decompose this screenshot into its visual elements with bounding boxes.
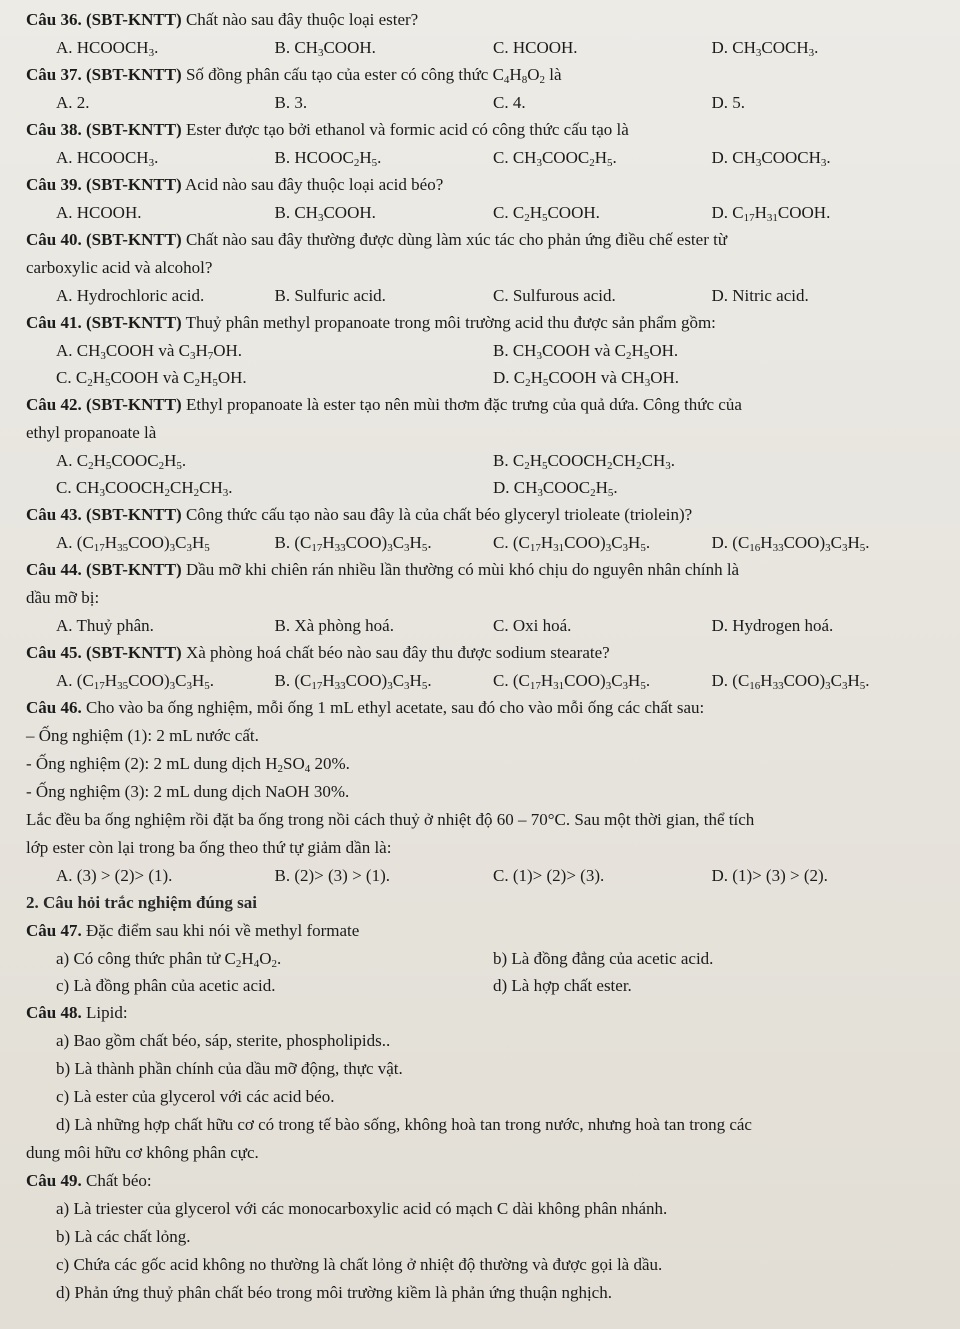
options-42-row1 xyxy=(26,447,930,474)
option-b: B. $C_2H_5COOCH_2CH_2CH_3$. xyxy=(493,451,675,472)
statement-d-continued: dung môi hữu cơ không phân cực. xyxy=(26,1143,259,1162)
statement-c: c) Là ester của glycerol với các acid béo. xyxy=(56,1087,335,1106)
option-a: A. 2. xyxy=(56,93,90,112)
option-a: A. Hydrochloric acid. xyxy=(56,286,205,305)
q46-line-3: - Ống nghiệm (3): 2 mL dung dịch NaOH 30%. xyxy=(26,782,350,801)
option-b: B. $HCOOC_2H_5$. xyxy=(274,148,382,169)
option-a: A. Thuỷ phân. xyxy=(56,616,154,635)
option-d: D. $(C_{16}H_{33}COO)_3C_3H_5$. xyxy=(711,533,870,554)
option-d: D. Hydrogen hoá. xyxy=(711,616,834,635)
statement-c: c) Là đồng phân của acetic acid. xyxy=(56,976,276,995)
option-b: B. Xà phòng hoá. xyxy=(274,616,394,635)
question-38: Câu 38. (SBT-KNTT) Ester được tạo bởi ethanol và formic acid có công thức cấu tạo là xyxy=(26,120,629,139)
options-46 xyxy=(26,862,930,889)
option-c: C. $CH_3COOC_2H_5$. xyxy=(493,148,617,169)
question-47: Câu 47. Đặc điểm sau khi nói về methyl formate xyxy=(26,921,360,940)
question-40-continued: carboxylic acid và alcohol? xyxy=(26,258,213,277)
option-d: D. 5. xyxy=(711,93,746,112)
options-40 xyxy=(26,282,930,309)
option-c: C. 4. xyxy=(493,93,526,112)
question-44: Câu 44. (SBT-KNTT) Dầu mỡ khi chiên rán nhiều lần thường có mùi khó chịu do nguyên nhân chính là xyxy=(26,560,740,579)
option-c: C. Sulfurous acid. xyxy=(493,286,616,305)
option-c: C. Oxi hoá. xyxy=(493,616,572,635)
statement-b: b) Là đồng đẳng của acetic acid. xyxy=(493,949,714,968)
option-a: A. HCOOH. xyxy=(56,203,142,222)
option-d: D. Nitric acid. xyxy=(711,286,809,305)
options-39 xyxy=(26,199,930,226)
question-46: Câu 46. Cho vào ba ống nghiệm, mỗi ống 1 mL ethyl acetate, sau đó cho vào mỗi ống các chất sau: xyxy=(26,698,705,717)
statement-d: d) Là những hợp chất hữu cơ có trong tế bào sống, không hoà tan trong nước, nhưng hoà tan trong các xyxy=(56,1115,752,1134)
option-b: B. (2)> (3) > (1). xyxy=(274,866,390,885)
option-c: C. $CH_3COOCH_2CH_2CH_3$. xyxy=(56,478,233,499)
options-42-row2 xyxy=(26,474,930,501)
question-36: Câu 36. (SBT-KNTT) Chất nào sau đây thuộc loại ester? xyxy=(26,10,419,29)
options-41-row1 xyxy=(26,337,930,364)
option-b: B. $(C_{17}H_{33}COO)_3C_3H_5$. xyxy=(274,671,432,692)
options-47-row2 xyxy=(26,972,930,999)
option-b: B. $CH_3COOH$. xyxy=(274,203,376,224)
option-c: C. HCOOH. xyxy=(493,38,578,57)
options-37 xyxy=(26,89,930,116)
question-39: Câu 39. (SBT-KNTT) Acid nào sau đây thuộc loại acid béo? xyxy=(26,175,444,194)
option-c: C. $(C_{17}H_{31}COO)_3C_3H_5$. xyxy=(493,533,651,554)
question-49: Câu 49. Chất béo: xyxy=(26,1171,152,1190)
q46-line-4: Lắc đều ba ống nghiệm rồi đặt ba ống trong nồi cách thuỷ ở nhiệt độ 60 – 70°C. Sau một thời gian, thể tích xyxy=(26,810,755,829)
options-45 xyxy=(26,667,930,694)
statement-a: a) Bao gồm chất béo, sáp, sterite, phospholipids.. xyxy=(56,1031,391,1050)
option-c: C. (1)> (2)> (3). xyxy=(493,866,605,885)
question-41: Câu 41. (SBT-KNTT) Thuỷ phân methyl propanoate trong môi trường acid thu được sản phẩm gồm: xyxy=(26,313,716,332)
option-a: A. $C_2H_5COOC_2H_5$. xyxy=(56,451,187,472)
options-44 xyxy=(26,612,930,639)
option-c: C. $(C_{17}H_{31}COO)_3C_3H_5$. xyxy=(493,671,651,692)
q46-line-2: - Ống nghiệm (2): 2 mL dung dịch $H_2SO_4$ 20%. xyxy=(26,754,350,775)
option-b: B. $CH_3COOH$ và $C_2H_5OH$. xyxy=(493,341,679,362)
question-45: Câu 45. (SBT-KNTT) Xà phòng hoá chất béo nào sau đây thu được sodium stearate? xyxy=(26,643,610,662)
option-d: D. $C_{17}H_{31}COOH$. xyxy=(711,203,831,224)
statement-a: a) Là triester của glycerol với các monocarboxylic acid có mạch C dài không phân nhánh. xyxy=(56,1199,668,1218)
q46-line-1: – Ống nghiệm (1): 2 mL nước cất. xyxy=(26,726,259,745)
option-d: D. $CH_3COOC_2H_5$. xyxy=(493,478,618,499)
options-38 xyxy=(26,144,930,171)
option-b: B. Sulfuric acid. xyxy=(274,286,386,305)
option-a: A. $CH_3COOH$ và $C_3H_7OH$. xyxy=(56,341,243,362)
statement-d: d) Phản ứng thuỷ phân chất béo trong môi trường kiềm là phản ứng thuận nghịch. xyxy=(56,1283,612,1302)
statement-a: a) Có công thức phân tử $C_2H_4O_2$. xyxy=(56,949,282,970)
question-44-continued: dầu mỡ bị: xyxy=(26,588,100,607)
options-43 xyxy=(26,529,930,556)
option-d: D. $C_2H_5COOH$ và $CH_3OH$. xyxy=(493,368,680,389)
option-b: B. $CH_3COOH$. xyxy=(274,38,376,59)
statement-c: c) Chứa các gốc acid không no thường là chất lỏng ở nhiệt độ thường và được gọi là dầu. xyxy=(56,1255,663,1274)
options-36 xyxy=(26,34,930,61)
question-40: Câu 40. (SBT-KNTT) Chất nào sau đây thường được dùng làm xúc tác cho phản ứng điều chế ester từ xyxy=(26,230,728,249)
option-a: A. $(C_{17}H_{35}COO)_3C_3H_5$ xyxy=(56,533,210,554)
option-d: D. $CH_3COOCH_3$. xyxy=(711,148,831,169)
option-c: C. $C_2H_5COOH$. xyxy=(493,203,600,224)
statement-d: d) Là hợp chất ester. xyxy=(493,976,632,995)
option-d: D. $CH_3COCH_3$. xyxy=(711,38,819,59)
options-41-row2 xyxy=(26,364,930,391)
statement-b: b) Là thành phần chính của dầu mỡ động, thực vật. xyxy=(56,1059,403,1078)
question-42-continued: ethyl propanoate là xyxy=(26,423,157,442)
option-a: A. $HCOOCH_3$. xyxy=(56,148,159,169)
question-48: Câu 48. Lipid: xyxy=(26,1003,128,1022)
option-b: B. $(C_{17}H_{33}COO)_3C_3H_5$. xyxy=(274,533,432,554)
option-d: D. $(C_{16}H_{33}COO)_3C_3H_5$. xyxy=(711,671,870,692)
option-a: A. (3) > (2)> (1). xyxy=(56,866,173,885)
options-47-row1 xyxy=(26,945,930,972)
question-37: Câu 37. (SBT-KNTT) Số đồng phân cấu tạo của ester có công thức $C_4H_8O_2$ là xyxy=(26,65,562,86)
question-43: Câu 43. (SBT-KNTT) Công thức cấu tạo nào sau đây là của chất béo glyceryl trioleate (triolein)? xyxy=(26,505,693,524)
q46-line-5: lớp ester còn lại trong ba ống theo thứ tự giảm dần là: xyxy=(26,838,392,857)
option-b: B. 3. xyxy=(274,93,308,112)
option-a: A. $HCOOCH_3$. xyxy=(56,38,159,59)
section-heading: 2. Câu hỏi trắc nghiệm đúng sai xyxy=(26,893,257,912)
option-a: A. $(C_{17}H_{35}COO)_3C_3H_5$. xyxy=(56,671,214,692)
option-c: C. $C_2H_5COOH$ và $C_2H_5OH$. xyxy=(56,368,247,389)
option-d: D. (1)> (3) > (2). xyxy=(711,866,828,885)
statement-b: b) Là các chất lỏng. xyxy=(56,1227,191,1246)
question-42: Câu 42. (SBT-KNTT) Ethyl propanoate là ester tạo nên mùi thơm đặc trưng của quả dứa. Công thức của xyxy=(26,395,742,414)
